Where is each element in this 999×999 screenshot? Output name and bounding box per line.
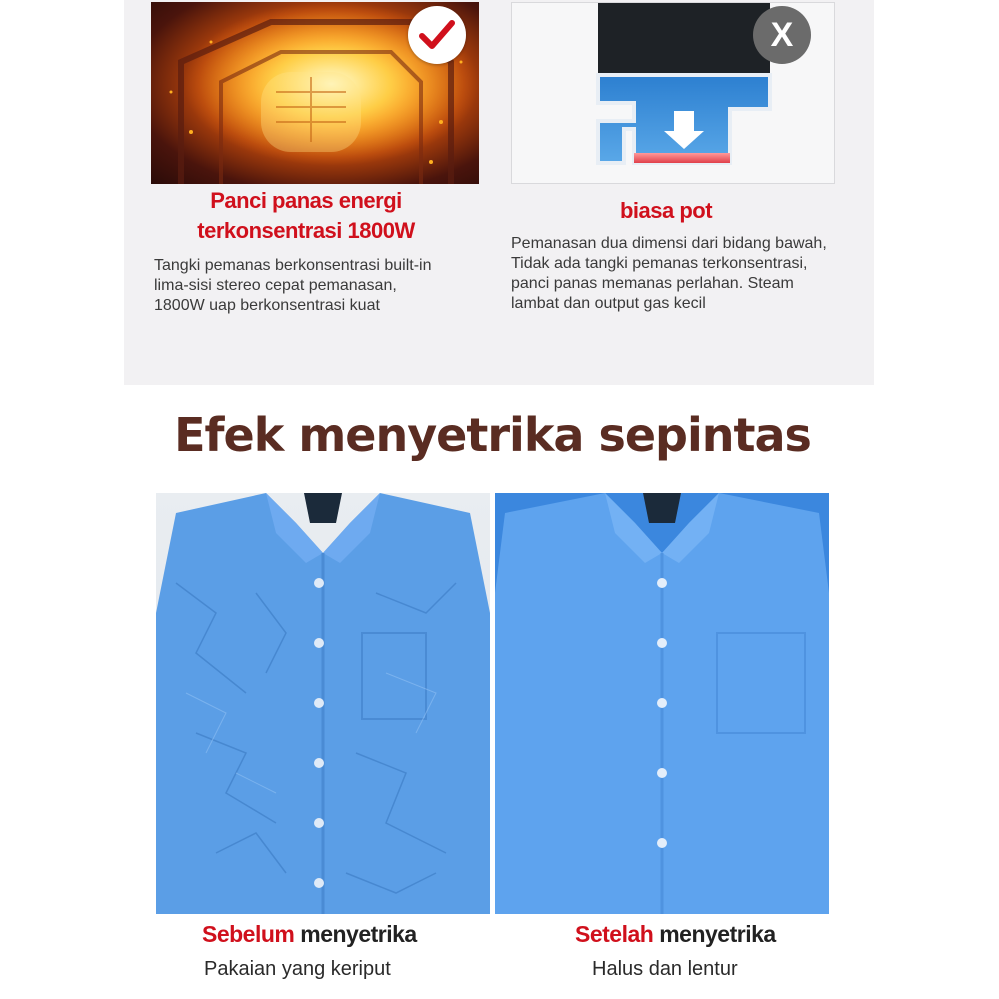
good-heading-line2: terkonsentrasi 1800W [197, 218, 415, 243]
bad-description-line: Tidak ada tangki pemanas terkonsentrasi, [511, 255, 808, 272]
effect-title: Efek menyetrika sepintas [174, 408, 811, 462]
good-description-line: lima-sisi stereo cepat pemanasan, [154, 277, 397, 294]
after-sub-caption: Halus dan lentur [592, 958, 738, 980]
bad-description-line: lambat dan output gas kecil [511, 295, 706, 312]
smooth-shirt-illustration [495, 493, 829, 914]
before-caption-rest: menyetrika [294, 921, 417, 947]
after-caption [575, 921, 776, 948]
before-caption-highlight: Sebelum [202, 921, 295, 947]
after-caption-rest: menyetrika [653, 921, 776, 947]
bad-description-line: Pemanasan dua dimensi dari bidang bawah, [511, 235, 827, 252]
before-caption [202, 921, 417, 948]
bad-heading: biasa pot [619, 198, 713, 223]
bad-description [511, 234, 827, 314]
wrinkled-shirt-illustration [156, 493, 490, 914]
good-heading-line1: Panci panas energi [210, 188, 402, 213]
before-sub-caption: Pakaian yang keriput [204, 958, 391, 980]
good-description-line: Tangki pemanas berkonsentrasi built-in [154, 257, 432, 274]
good-description [154, 256, 431, 316]
checkmark-icon [419, 20, 455, 50]
good-description-line: 1800W uap berkonsentrasi kuat [154, 297, 380, 314]
bad-description-line: panci panas memanas perlahan. Steam [511, 275, 794, 292]
after-caption-highlight: Setelah [575, 921, 654, 947]
smooth-shirt-image [495, 493, 829, 914]
cross-badge [753, 6, 811, 64]
wrinkled-shirt-image [156, 493, 490, 914]
cross-label: X [770, 15, 794, 54]
checkmark-badge [408, 6, 466, 64]
